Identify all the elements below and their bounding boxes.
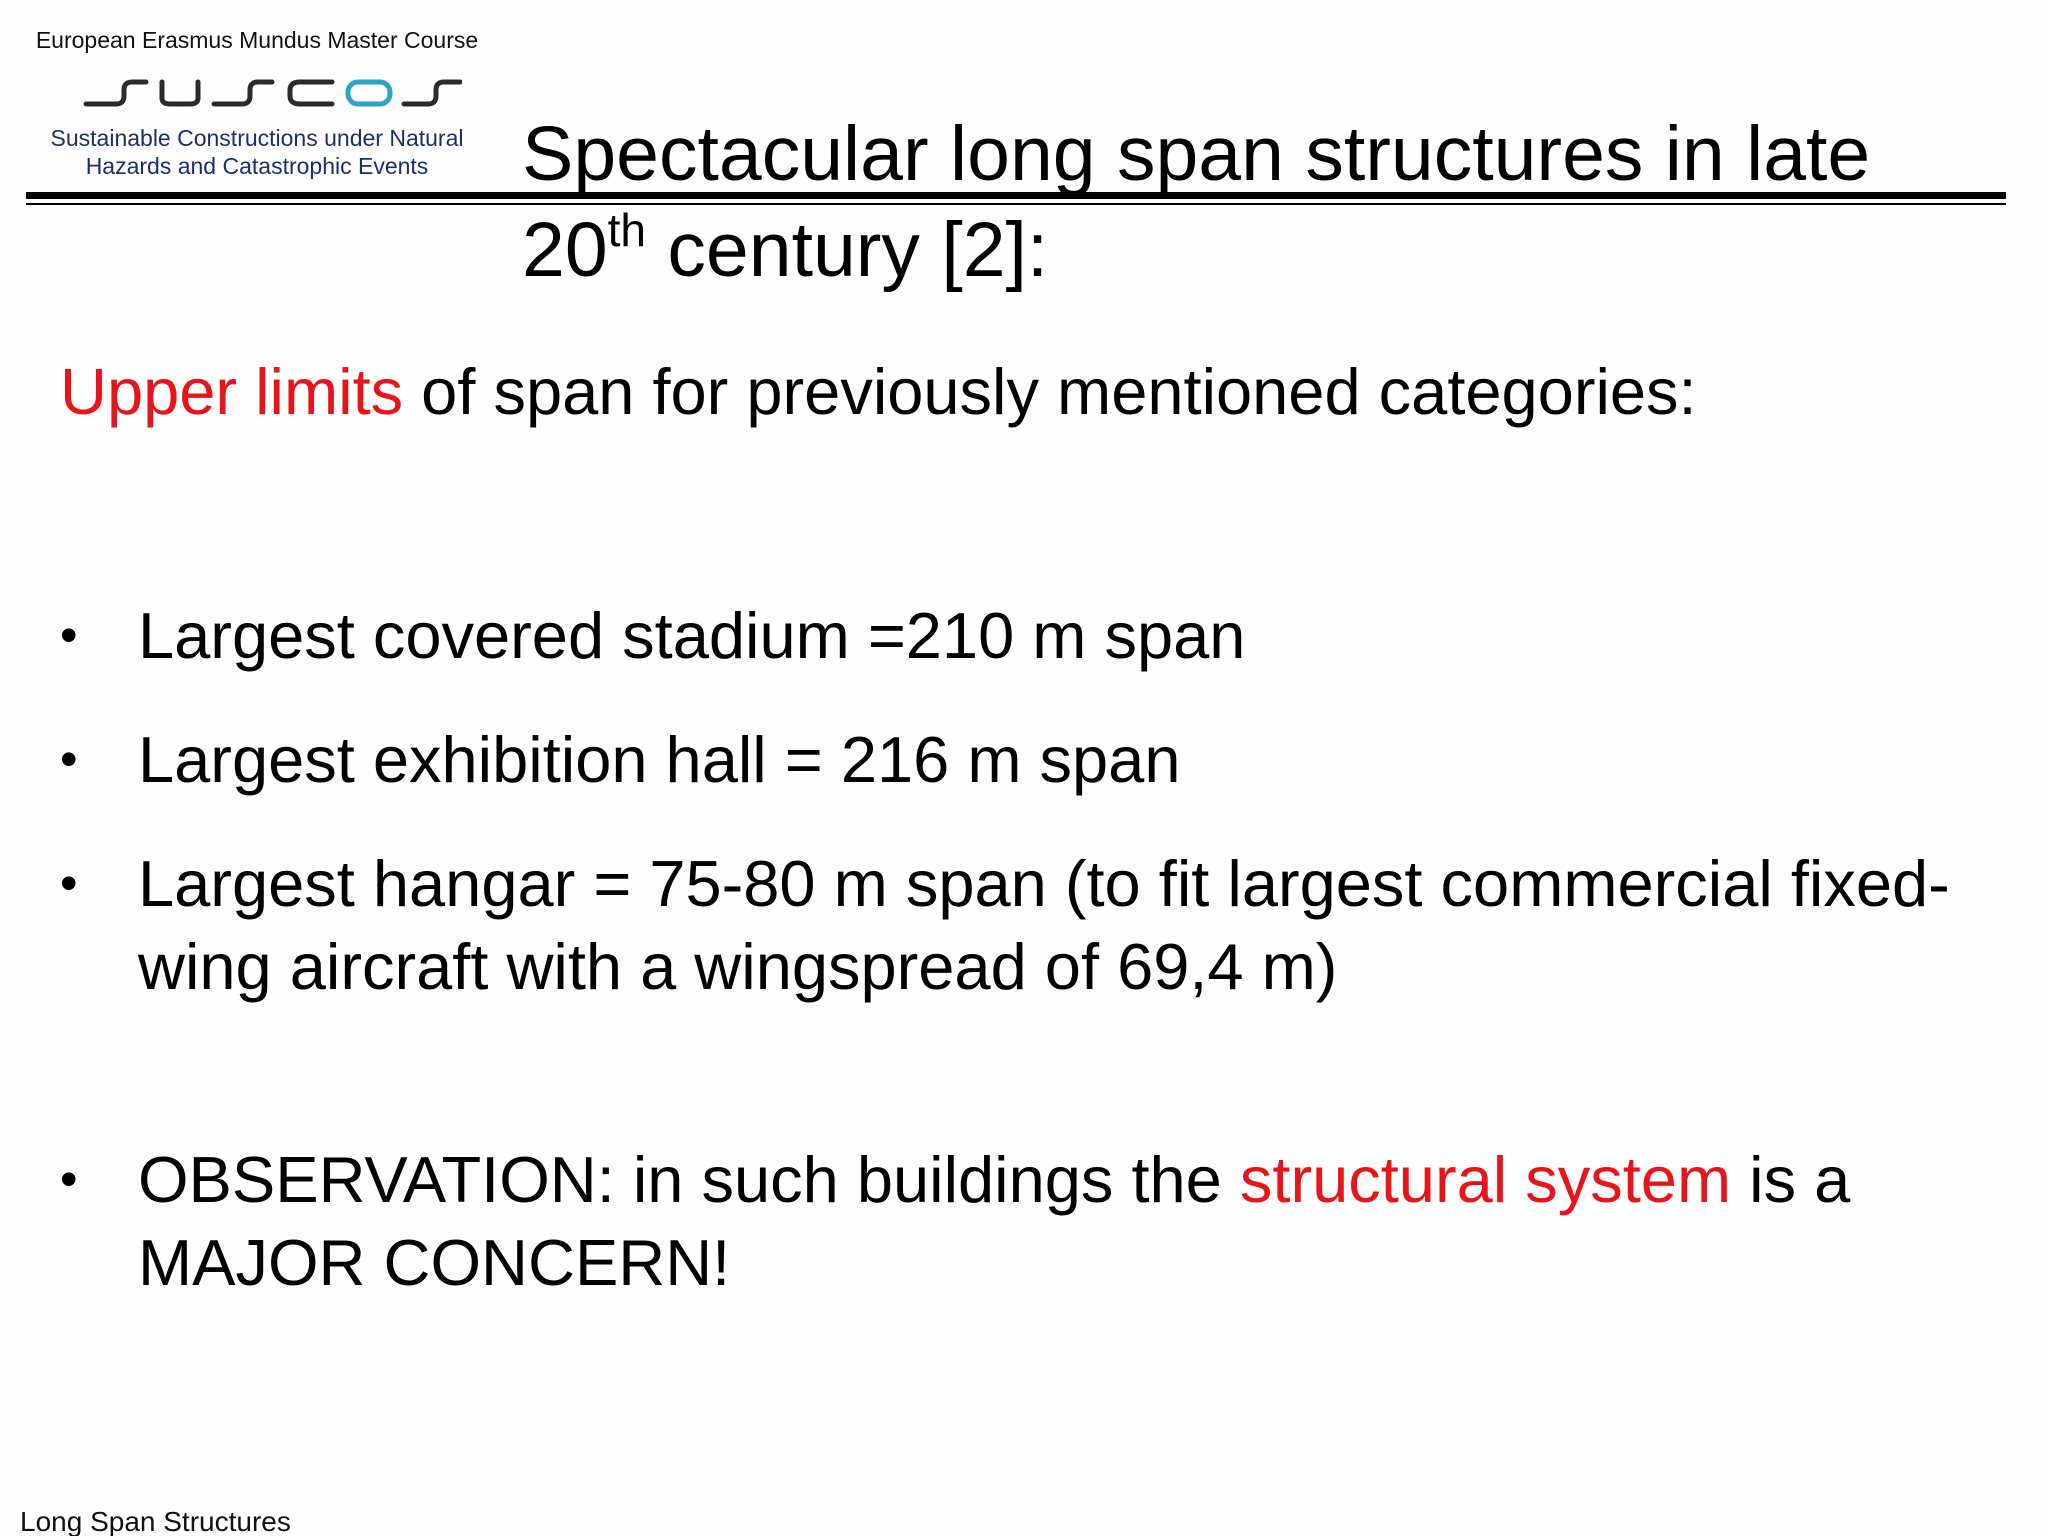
bullet-text: Largest exhibition hall = 216 m span xyxy=(138,723,1181,796)
page-title xyxy=(522,106,2022,298)
bullet-text: Largest hangar = 75-80 m span (to fit largest commercial fixed-wing aircraft with a wingspread of 69,4 m) xyxy=(138,847,1950,1003)
intro-highlight: Upper limits xyxy=(60,355,404,428)
title-superscript: th xyxy=(607,204,647,256)
logo-subtitle xyxy=(22,124,492,180)
intro-line xyxy=(60,352,1697,432)
title-number: 20 xyxy=(522,207,608,293)
logo-block xyxy=(22,24,492,180)
logo-subtitle-line-2: Hazards and Catastrophic Events xyxy=(85,153,429,179)
observation-before: OBSERVATION: in such buildings the xyxy=(138,1143,1240,1216)
bullet-dot-icon: • xyxy=(60,607,78,663)
bullet-item xyxy=(60,594,2020,677)
bullet-dot-icon: • xyxy=(60,855,78,911)
title-line-2 xyxy=(522,202,2022,298)
bullet-list xyxy=(60,594,2020,1345)
bullet-dot-icon: • xyxy=(60,1151,78,1207)
footer-label: Long Span Structures xyxy=(20,1506,291,1536)
observation-after: is a MAJOR CONCERN! xyxy=(138,1143,1851,1299)
logo-subtitle-line-1: Sustainable Constructions under Natural xyxy=(50,125,464,151)
observation-item xyxy=(60,1138,2020,1304)
course-name: European Erasmus Mundus Master Course xyxy=(35,27,479,53)
observation-highlight: structural system xyxy=(1239,1143,1732,1216)
bullet-dot-icon: • xyxy=(60,731,78,787)
bullet-item xyxy=(60,842,2020,1008)
bullet-text: Largest covered stadium =210 m span xyxy=(138,599,1246,672)
intro-text: of span for previously mentioned categories: xyxy=(403,355,1697,428)
bullet-item xyxy=(60,718,2020,801)
title-rest: century [2]: xyxy=(646,207,1049,293)
suscos-logo-icon xyxy=(82,72,462,114)
title-line-1: Spectacular long span structures in late xyxy=(522,111,1871,197)
